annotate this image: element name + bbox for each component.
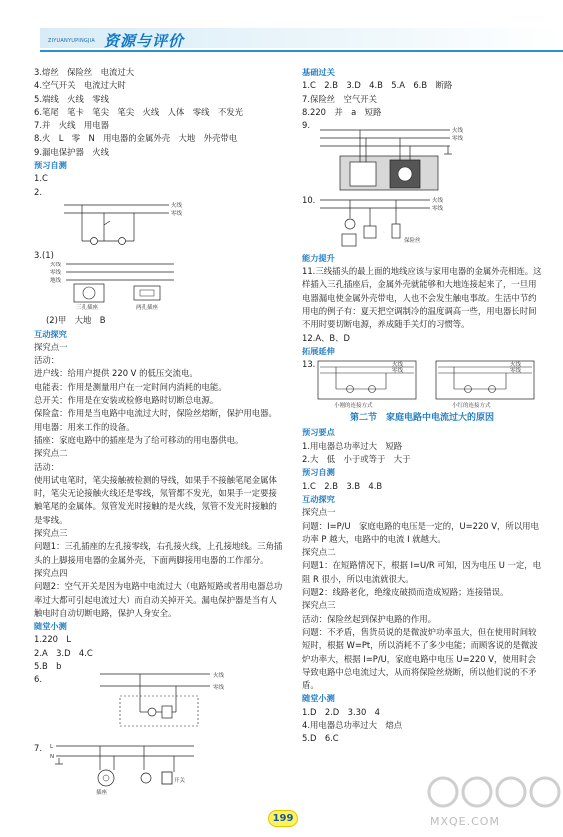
circuit-figure-2: [34, 199, 284, 249]
fire-line-label-b: 火线: [510, 362, 522, 369]
fire-line-label: 火线: [171, 202, 183, 209]
section-heading: 预习自测: [34, 160, 67, 171]
answer-line: 1.用电器总功率过大 短路: [302, 440, 403, 451]
answer-line: 电能表：作用是测量用户在一定时间内消耗的电能。: [34, 381, 227, 392]
circuit-figure-6: [90, 668, 240, 730]
circuit-figure-7: [34, 740, 214, 796]
answer-line: 3.熔丝 保险丝 电流过大: [34, 67, 135, 77]
zero-line-label-b: 零线: [510, 368, 522, 375]
answer-line: 6.笔尾 笔卡 笔尖 笔尖 火线 人体 零线 不发光: [34, 106, 243, 117]
section-heading: 互动探究: [34, 328, 67, 339]
answer-paragraph: 11.三线插头的最上面的地线应该与家用电器的金属外壳相连。这样插入三孔插座后，金属外壳就能够和大地连接起来了，一旦用电器漏电使金属外壳带电，人也不会发生触电事故。生活中节约用电的例子有：夏天把空调制冷的温度调高一些，用电器长时间不用时要切断电源，养成随手关灯的习惯等。: [302, 266, 542, 330]
switch-label: 开关: [174, 778, 186, 784]
fire-line-label-a: 火线: [392, 362, 404, 369]
answer-line: 问题2：线路老化，绝缘皮破损而造成短路；连接错误。: [302, 587, 509, 598]
section-title: 第二节 家庭电路中电流过大的原因: [349, 413, 494, 424]
answer-paragraph: 问题：I=P/U 家庭电路的电压是一定的，U=220 V，所以用电功率 P 越大，电路中的电流 I 就越大。: [302, 520, 539, 544]
fuse-label: 保险丝: [404, 237, 421, 244]
answer-line: 用电器：用来工作的设备。: [34, 421, 135, 432]
zero-line-label: 零线: [432, 205, 444, 212]
answer-line: 探究点二: [302, 547, 336, 558]
right-column: [302, 66, 542, 746]
header-logo-title: 资源与评价: [104, 32, 185, 50]
xiaohong-caption: 小红的连接方式: [452, 403, 491, 410]
answer-line: 1.D 2.D 3.30 4: [302, 706, 380, 717]
answer-line: 总开关：作用是在安装或检修电路时切断总电源。: [34, 395, 219, 406]
left-column: [34, 66, 284, 687]
answer-line: 8.火 L 零 N 用电器的金属外壳 大地 外壳带电: [34, 133, 238, 144]
answer-line: 1.C 2.B 3.D 4.B 5.A 6.B 断路: [302, 80, 453, 91]
zero-line-label: 零线: [452, 136, 464, 143]
answer-paragraph: 使用试电笔时，笔尖接触被检测的导线，如果手不接触笔尾金属体时，笔尖无论接触火线还是零线，氖管都不发光，如果手一定要接触笔尾的金属体。氖管发光时接触的是火线，氖管不发光时接触的是零线。: [34, 474, 277, 525]
answer-line: 9.漏电保护器 火线: [34, 146, 109, 157]
zero-line-label: 零线: [171, 210, 183, 217]
zero-line-label: 零线: [213, 685, 225, 691]
fire-line-label: 火线: [452, 128, 464, 135]
answer-line: 2.A 3.D 4.C: [34, 647, 93, 658]
answer-line: 5.D 6.C: [302, 733, 339, 744]
page-header: [0, 0, 563, 62]
answer-line: 1.C: [34, 173, 48, 184]
ground-line-label: 地线: [50, 278, 62, 285]
answer-line: 探究点一: [34, 341, 68, 352]
section-heading: 能力提升: [302, 252, 335, 263]
answer-paragraph: 问题：不矛盾，售货员说的是微波炉功率虽大，但在使用时间较短时，根据 W=Pt，所以消耗不了多少电能；而顾客说的是微波炉功率大，根据 I=P/U，家庭电路中电压 U=220 V，使用时会导致电路中总电流过大，从而将保险丝烧断，所以他们说的不矛盾。: [302, 626, 538, 691]
zero-line-label: 零线: [50, 270, 62, 277]
answer-line: 活动：: [34, 461, 60, 472]
answer-line: 3.(1): [34, 249, 54, 260]
section-heading: 互动探究: [302, 493, 335, 504]
page-number: 199: [268, 810, 298, 827]
N-line-label: N: [50, 754, 55, 760]
answer-line: 探究点三: [302, 600, 336, 611]
answer-line: 5.端线 火线 零线: [34, 93, 109, 104]
answer-paragraph: 问题2：空气开关是因为电路中电流过大（电路短路或者用电器总功率过大都可引起电流过大）而自动关掉开关。漏电保护器是当有人触电时自动切断电路，保护人身安全。: [34, 581, 283, 618]
socket-figure-3: [34, 262, 284, 314]
fire-line-label: 火线: [432, 197, 444, 204]
answer-line: 1.C 2.B 3.B 4.B: [302, 480, 383, 491]
answer-line: 探究点二: [34, 448, 68, 459]
answer-line: 活动：: [34, 355, 60, 366]
answer-line: 8.220 并 a 短路: [302, 106, 382, 117]
section-heading: 随堂小测: [34, 621, 67, 632]
answer-line: 探究点一: [302, 507, 336, 518]
circuit-figure-10: [320, 196, 542, 252]
answer-line: 进户线：给用户提供 220 V 的低压交流电。: [34, 368, 198, 379]
answer-line: 13.: [302, 359, 316, 370]
answer-line: 7.: [34, 743, 42, 753]
xiaogang-caption: 小刚的连接方式: [334, 403, 373, 410]
answer-line: 保险盒：作用是当电路中电流过大时，保险丝熔断，保护用电器。: [34, 408, 277, 419]
zero-line-label-a: 零线: [392, 368, 404, 375]
answer-line: 4.空气开关 电流过大时: [34, 80, 126, 91]
header-logo-en: ZIYUANYUPINGJIA: [48, 38, 95, 44]
answer-line: 探究点四: [34, 567, 68, 578]
answer-line: 7.并 火线 用电器: [34, 120, 109, 131]
circuit-figure-9: [320, 120, 542, 194]
section-heading: 预习自测: [302, 467, 335, 478]
answer-line: 4.用电器总功率过大 熔点: [302, 719, 403, 730]
watermark-text: MXQE.COM: [430, 815, 500, 828]
answer-line: (2)甲 大地 B: [46, 315, 106, 326]
answer-paragraph: 问题1：三孔插座的左孔接零线，右孔接火线，上孔接地线。三角插头的上脚接用电器的金属外壳，下面两脚接用电器的工作部分。: [34, 541, 283, 565]
answer-line: 2.大 低 小于或等于 大于: [302, 454, 411, 465]
section-heading: 基础过关: [302, 67, 335, 77]
answer-paragraph: 问题1：在短路情况下，根据 I=U/R 可知，因为电压 U 一定，电阻 R 很小，所以电流就很大。: [302, 560, 541, 584]
three-hole-socket-label: 三孔插座: [76, 305, 99, 312]
answer-line: 12.A、B、D: [302, 332, 350, 343]
answer-line: 2.: [34, 186, 42, 197]
answer-line: 1.220 L: [34, 634, 72, 645]
answer-line: 7.保险丝 空气开关: [302, 93, 377, 104]
header-rule: [40, 50, 563, 52]
answer-line: 活动：保险丝起到保护电路的作用。: [302, 613, 436, 624]
answer-line: 9.: [302, 120, 310, 131]
socket-label: 插座: [96, 790, 108, 796]
L-line-label: L: [50, 744, 54, 750]
answer-line: 6.: [34, 674, 42, 685]
answer-line: 5.B b: [34, 660, 62, 671]
section-heading: 拓展延伸: [302, 345, 335, 356]
fire-line-label: 火线: [50, 262, 62, 269]
fire-line-label: 火线: [213, 673, 225, 679]
answer-line: 插座：家庭电路中的插座是为了给可移动的用电器供电。: [34, 434, 244, 445]
circuit-figure-13: [316, 359, 542, 411]
section-heading: 随堂小测: [302, 693, 335, 704]
answer-line: 探究点三: [34, 528, 68, 539]
two-hole-socket-label: 两孔插座: [136, 305, 159, 312]
section-heading: 预习要点: [302, 427, 335, 438]
answer-line: 10.: [302, 195, 316, 206]
